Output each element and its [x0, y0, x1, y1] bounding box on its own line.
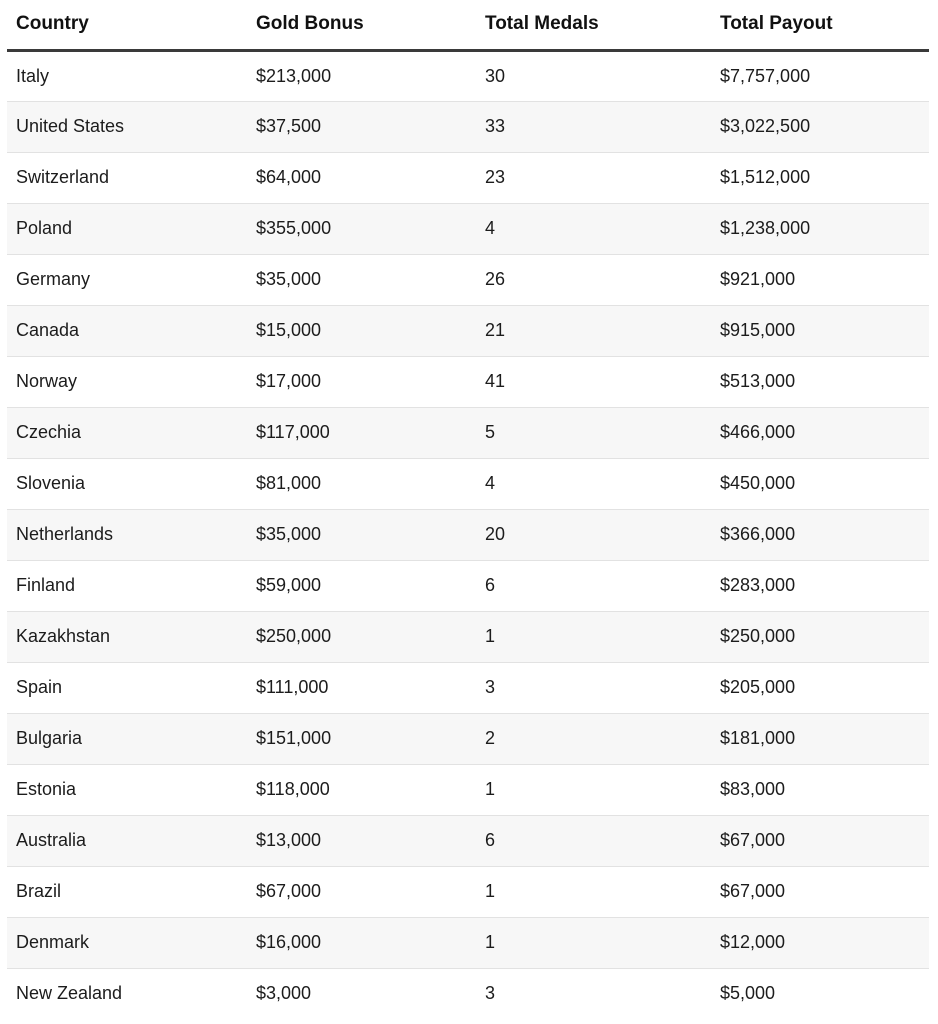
cell-gold-bonus: $118,000: [247, 764, 476, 815]
header-total-payout: Total Payout: [711, 0, 929, 50]
cell-total-payout: $1,512,000: [711, 152, 929, 203]
cell-total-medals: 5: [476, 407, 711, 458]
cell-total-medals: 33: [476, 101, 711, 152]
cell-total-payout: $250,000: [711, 611, 929, 662]
table-row: [7, 254, 929, 305]
cell-total-payout: $283,000: [711, 560, 929, 611]
cell-gold-bonus: $67,000: [247, 866, 476, 917]
cell-gold-bonus: $111,000: [247, 662, 476, 713]
cell-total-payout: $915,000: [711, 305, 929, 356]
cell-total-medals: 30: [476, 50, 711, 101]
cell-total-payout: $67,000: [711, 866, 929, 917]
cell-gold-bonus: $3,000: [256, 983, 312, 1004]
table-row: [7, 815, 929, 866]
cell-country: Estonia: [7, 764, 247, 815]
cell-country: Australia: [7, 815, 247, 866]
cell-total-medals: 4: [476, 203, 711, 254]
cell-total-payout: $5,000: [720, 983, 776, 1004]
cell-gold-bonus: $16,000: [247, 917, 476, 968]
table-row: [7, 356, 929, 407]
cell-total-medals: 26: [476, 254, 711, 305]
cell-country: Italy: [7, 50, 247, 101]
cell-total-payout: $205,000: [711, 662, 929, 713]
cell-total-medals: 23: [476, 152, 711, 203]
table-row: [7, 968, 929, 1019]
table-body: [7, 50, 929, 1019]
cell-country: Canada: [7, 305, 247, 356]
cell-total-payout: $67,000: [711, 815, 929, 866]
table-row: [7, 764, 929, 815]
cell-country: Czechia: [7, 407, 247, 458]
table-header: [7, 0, 929, 50]
cell-total-payout: $1,238,000: [711, 203, 929, 254]
cell-total-payout: $3,022,500: [711, 101, 929, 152]
cell-total-medals: 3: [485, 983, 496, 1004]
cell-country: Slovenia: [7, 458, 247, 509]
cell-gold-bonus: $35,000: [247, 254, 476, 305]
table-row: [7, 203, 929, 254]
cell-gold-bonus: $17,000: [247, 356, 476, 407]
cell-total-medals: 20: [476, 509, 711, 560]
cell-total-medals: 6: [476, 815, 711, 866]
cell-total-medals: 41: [476, 356, 711, 407]
cell-total-medals: 2: [476, 713, 711, 764]
cell-country: Norway: [7, 356, 247, 407]
table-row: [7, 458, 929, 509]
cell-country: United States: [7, 101, 247, 152]
cell-total-medals: 21: [476, 305, 711, 356]
cell-total-payout: $7,757,000: [711, 50, 929, 101]
cell-gold-bonus: $81,000: [247, 458, 476, 509]
medal-payout-table: [7, 0, 929, 1019]
cell-country: Switzerland: [7, 152, 247, 203]
header-total-medals: Total Medals: [476, 0, 711, 50]
cell-country: Spain: [7, 662, 247, 713]
cell-gold-bonus: $64,000: [247, 152, 476, 203]
cell-total-medals: 4: [476, 458, 711, 509]
cell-country: Netherlands: [7, 509, 247, 560]
cell-gold-bonus: $250,000: [247, 611, 476, 662]
table-row: [7, 611, 929, 662]
table-row: [7, 305, 929, 356]
cell-gold-bonus: $35,000: [247, 509, 476, 560]
table-row: [7, 917, 929, 968]
cell-total-medals: 1: [476, 611, 711, 662]
cell-total-payout: $466,000: [711, 407, 929, 458]
cell-total-payout: $450,000: [711, 458, 929, 509]
cell-country: Poland: [7, 203, 247, 254]
header-row: [7, 0, 929, 50]
table-row: [7, 662, 929, 713]
cell-total-payout: $513,000: [711, 356, 929, 407]
cell-total-medals: 1: [476, 764, 711, 815]
cell-gold-bonus: $37,500: [247, 101, 476, 152]
cell-gold-bonus: $213,000: [247, 50, 476, 101]
table-row: [7, 101, 929, 152]
cell-total-medals: 6: [476, 560, 711, 611]
cell-total-payout: $366,000: [711, 509, 929, 560]
cell-gold-bonus: $15,000: [247, 305, 476, 356]
cell-country: New Zealand: [16, 983, 123, 1004]
cell-country: Finland: [7, 560, 247, 611]
table-row: [7, 509, 929, 560]
cell-gold-bonus: $355,000: [247, 203, 476, 254]
table-row: [7, 560, 929, 611]
header-country: Country: [7, 0, 247, 50]
cell-country: Germany: [7, 254, 247, 305]
table-row: [7, 866, 929, 917]
medal-payout-table-container: [7, 0, 929, 1019]
header-gold-bonus: Gold Bonus: [247, 0, 476, 50]
cell-total-payout: $181,000: [711, 713, 929, 764]
cell-total-medals: 3: [476, 662, 711, 713]
cell-country: Kazakhstan: [7, 611, 247, 662]
table-row: [7, 713, 929, 764]
table-row: [7, 50, 929, 101]
cell-country: Denmark: [7, 917, 247, 968]
table-row: [7, 152, 929, 203]
cell-country: Brazil: [7, 866, 247, 917]
cell-gold-bonus: $117,000: [247, 407, 476, 458]
cell-total-medals: 1: [476, 917, 711, 968]
cell-total-payout: $921,000: [711, 254, 929, 305]
table-row: [7, 407, 929, 458]
cell-total-payout: $12,000: [711, 917, 929, 968]
cell-total-medals: 1: [476, 866, 711, 917]
cell-gold-bonus: $151,000: [247, 713, 476, 764]
cell-gold-bonus: $13,000: [247, 815, 476, 866]
cell-country: Bulgaria: [7, 713, 247, 764]
cell-total-payout: $83,000: [711, 764, 929, 815]
cell-gold-bonus: $59,000: [247, 560, 476, 611]
